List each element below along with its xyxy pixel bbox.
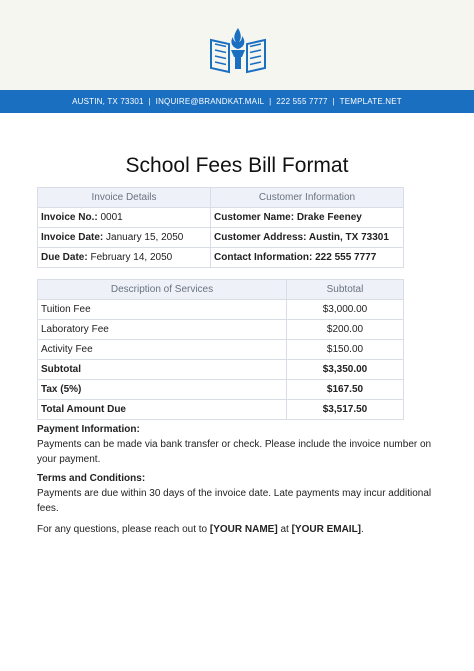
banner-separator: |	[332, 97, 335, 106]
subtotal-amount: $3,350.00	[287, 360, 404, 380]
tax-row	[38, 380, 404, 400]
contact-banner	[0, 90, 474, 113]
tax-label: Tax (5%)	[38, 380, 287, 400]
contact-line: For any questions, please reach out to [YOUR NAME] at [YOUR EMAIL].	[37, 524, 364, 535]
header-area	[0, 0, 474, 90]
total-label: Total Amount Due	[38, 400, 287, 420]
service-description: Laboratory Fee	[38, 320, 287, 340]
table-cell: Contact Information: 222 555 7777	[211, 248, 404, 268]
table-cell: Invoice No.: 0001	[38, 208, 211, 228]
page-title: School Fees Bill Format	[125, 154, 349, 177]
invoice-details-table	[37, 187, 404, 268]
contact-name-placeholder: [YOUR NAME]	[209, 524, 278, 535]
service-description: Tuition Fee	[38, 300, 287, 320]
contact-email-placeholder: [YOUR EMAIL]	[291, 524, 362, 535]
payment-info-heading: Payment Information:	[37, 424, 140, 435]
table-row	[38, 208, 404, 228]
notes-section	[37, 422, 437, 537]
banner-email[interactable]: INQUIRE@BRANDKAT.MAIL	[155, 97, 265, 106]
tax-amount: $167.50	[287, 380, 404, 400]
service-amount: $3,000.00	[287, 300, 404, 320]
subtotal-row	[38, 360, 404, 380]
table-header: Description of Services	[38, 280, 287, 300]
banner-website[interactable]: TEMPLATE.NET	[339, 97, 402, 106]
banner-separator: |	[269, 97, 272, 106]
services-table	[37, 279, 404, 420]
table-row	[38, 300, 404, 320]
service-description: Activity Fee	[38, 340, 287, 360]
subtotal-label: Subtotal	[38, 360, 287, 380]
service-amount: $150.00	[287, 340, 404, 360]
school-logo-icon	[209, 26, 267, 74]
table-header: Subtotal	[287, 280, 404, 300]
table-cell: Due Date: February 14, 2050	[38, 248, 211, 268]
table-header: Invoice Details	[38, 188, 211, 208]
total-row	[38, 400, 404, 420]
table-cell: Customer Name: Drake Feeney	[211, 208, 404, 228]
table-row	[38, 320, 404, 340]
payment-info-text: Payments can be made via bank transfer or check. Please include the invoice number on your payment.	[37, 439, 432, 465]
table-row	[38, 248, 404, 268]
service-amount: $200.00	[287, 320, 404, 340]
banner-phone: 222 555 7777	[276, 97, 328, 106]
terms-heading: Terms and Conditions:	[37, 473, 146, 484]
table-row	[38, 340, 404, 360]
table-header: Customer Information	[211, 188, 404, 208]
table-cell: Invoice Date: January 15, 2050	[38, 228, 211, 248]
banner-separator: |	[148, 97, 151, 106]
banner-address: AUSTIN, TX 73301	[72, 97, 144, 106]
table-cell: Customer Address: Austin, TX 73301	[211, 228, 404, 248]
total-amount: $3,517.50	[287, 400, 404, 420]
table-row	[38, 228, 404, 248]
terms-text: Payments are due within 30 days of the invoice date. Late payments may incur additional fees.	[37, 488, 432, 514]
